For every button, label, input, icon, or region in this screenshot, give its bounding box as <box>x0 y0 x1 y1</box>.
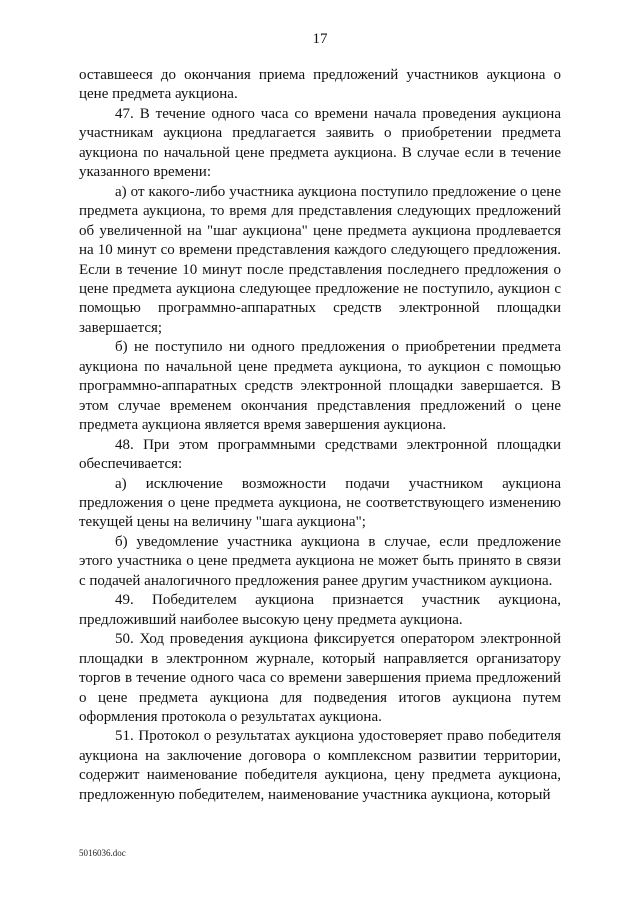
paragraph-50: 50. Ход проведения аукциона фиксируется оператором электронной площадки в электронном журнале, который направляется организатору торгов в течение одного часа со времени завершения приема предложений о цене предмета аукциона для подведения итогов аукциона путем оформления протокола о результатах аукциона. <box>79 631 561 725</box>
paragraph-51: 51. Протокол о результатах аукциона удостоверяет право победителя аукциона на заключение договора о комплексном развитии территории, содержит наименование победителя аукциона, цену предмета аукциона, предложенную победителем, наименование участника аукциона, который <box>79 728 561 803</box>
paragraph-48-a: а) исключение возможности подачи участником аукциона предложения о цене предмета аукциона, не соответствующего изменению текущей цены на величину "шага аукциона"; <box>79 475 561 531</box>
paragraph-48-b: б) уведомление участника аукциона в случае, если предложение этого участника о цене предмета аукциона не может быть принято в связи с подачей аналогичного предложения ранее другим участником аукциона. <box>79 533 561 589</box>
document-body <box>79 66 561 805</box>
page-number: 17 <box>312 31 328 47</box>
paragraph-continuation: оставшееся до окончания приема предложений участников аукциона о цене предмета аукциона. <box>79 67 561 103</box>
paragraph-47-a: а) от какого-либо участника аукциона поступило предложение о цене предмета аукциона, то время для представления следующих предложений об увеличенной на "шаг аукциона" цене предмета аукциона продлевается на 10 минут со времени представления каждого следующего предложения. Если в течение 10 минут после представления последнего предложения о цене предмета аукциона следующее предложение не поступило, аукцион с помощью программно-аппаратных средств электронной площадки завершается; <box>79 183 561 336</box>
paragraph-48: 48. При этом программными средствами электронной площадки обеспечивается: <box>79 436 561 473</box>
footer-filename: 5016036.doc <box>79 848 126 858</box>
paragraph-49: 49. Победителем аукциона признается участник аукциона, предложивший наиболее высокую цену предмета аукциона. <box>79 592 561 628</box>
paragraph-47: 47. В течение одного часа со времени начала проведения аукциона участникам аукциона предлагается заявить о приобретении предмета аукциона по начальной цене предмета аукциона. В случае если в течение указанного времени: <box>79 105 561 181</box>
paragraph-47-b: б) не поступило ни одного предложения о приобретении предмета аукциона по начальной цене предмета аукциона, то аукцион с помощью программно-аппаратных средств электронной площадки завершается. В этом случае временем окончания представления предложений о цене предмета аукциона является время завершения аукциона. <box>79 339 561 434</box>
